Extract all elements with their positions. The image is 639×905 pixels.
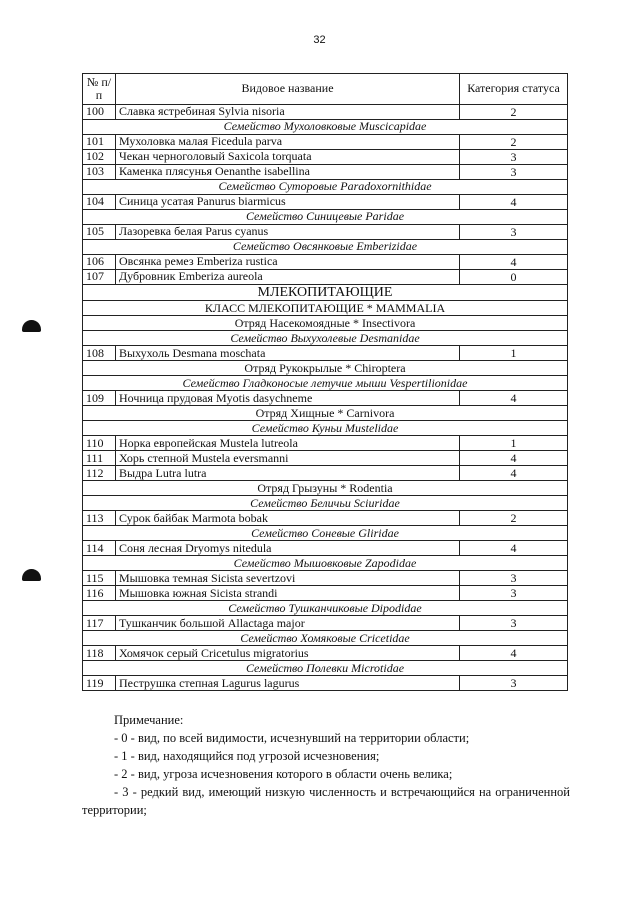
family-heading: Семейство Гладконосые летучие мыши Vespertilionidae [83,376,568,391]
species-name: Синица усатая Panurus biarmicus [116,195,460,210]
table-row [83,451,568,466]
group-row [83,285,568,301]
species-name: Мышовка темная Sicista severtzovi [116,571,460,586]
row-number: 115 [83,571,116,586]
status-category: 4 [460,541,568,556]
punch-hole-top [22,320,41,332]
status-category: 3 [460,676,568,691]
note-item-1: - 1 - вид, находящийся под угрозой исчезновения; [114,749,380,763]
order-row [83,406,568,421]
species-name: Мухоловка малая Ficedula parva [116,135,460,150]
status-category: 4 [460,646,568,661]
table-row [83,541,568,556]
table-row [83,346,568,361]
row-number: 102 [83,150,116,165]
status-category: 3 [460,150,568,165]
species-name: Выдра Lutra lutra [116,466,460,481]
table-row [83,616,568,631]
status-category: 4 [460,466,568,481]
species-name: Чекан черноголовый Saxicola torquata [116,150,460,165]
order-row [83,361,568,376]
family-heading: Семейство Суторовые Paradoxornithidae [83,180,568,195]
row-number: 118 [83,646,116,661]
table-row [83,135,568,150]
table-row [83,105,568,120]
status-category: 3 [460,225,568,240]
family-heading: Семейство Беличьи Sciuridae [83,496,568,511]
family-row [83,496,568,511]
row-number: 105 [83,225,116,240]
status-category: 4 [460,391,568,406]
table-row [83,646,568,661]
status-category: 4 [460,195,568,210]
family-heading: Семейство Овсянковые Emberizidae [83,240,568,255]
status-category: 3 [460,571,568,586]
family-row [83,421,568,436]
table-row [83,511,568,526]
table-row [83,270,568,285]
row-number: 110 [83,436,116,451]
status-category: 0 [460,270,568,285]
family-heading: Семейство Синицевые Paridae [83,210,568,225]
species-name: Тушканчик большой Allactaga major [116,616,460,631]
order-row [83,316,568,331]
row-number: 100 [83,105,116,120]
row-number: 109 [83,391,116,406]
table-row [83,150,568,165]
species-name: Мышовка южная Sicista strandi [116,586,460,601]
family-heading: Семейство Куньи Mustelidae [83,421,568,436]
header-category: Категория статуса [460,74,568,105]
table-body [83,105,568,691]
species-name: Дубровник Emberiza aureola [116,270,460,285]
row-number: 113 [83,511,116,526]
family-heading: Семейство Выхухолевые Desmanidae [83,331,568,346]
order-heading: КЛАСС МЛЕКОПИТАЮЩИЕ * MAMMALIA [83,301,568,316]
row-number: 106 [83,255,116,270]
punch-hole-bottom [22,569,41,581]
table-row [83,436,568,451]
family-heading: Семейство Полевки Microtidae [83,661,568,676]
table-row [83,225,568,240]
row-number: 112 [83,466,116,481]
table-row [83,466,568,481]
species-name: Хомячок серый Cricetulus migratorius [116,646,460,661]
family-row [83,661,568,676]
table-row [83,165,568,180]
species-name: Норка европейская Mustela lutreola [116,436,460,451]
status-category: 2 [460,105,568,120]
note-item-2: - 2 - вид, угроза исчезновения которого в области очень велика; [114,767,453,781]
row-number: 114 [83,541,116,556]
order-heading: Отряд Грызуны * Rodentia [83,481,568,496]
row-number: 107 [83,270,116,285]
species-name: Лазоревка белая Parus cyanus [116,225,460,240]
row-number: 119 [83,676,116,691]
group-heading: МЛЕКОПИТАЮЩИЕ [83,285,568,301]
family-row [83,331,568,346]
row-number: 116 [83,586,116,601]
species-name: Каменка плясунья Oenanthe isabellina [116,165,460,180]
species-name: Выхухоль Desmana moschata [116,346,460,361]
family-row [83,120,568,135]
status-category: 2 [460,511,568,526]
family-row [83,526,568,541]
family-heading: Семейство Соневые Gliridae [83,526,568,541]
order-heading: Отряд Рукокрылые * Chiroptera [83,361,568,376]
row-number: 111 [83,451,116,466]
species-name: Ночница прудовая Myotis dasychneme [116,391,460,406]
status-category: 2 [460,135,568,150]
notes-section [82,711,570,819]
order-row [83,301,568,316]
status-category: 4 [460,451,568,466]
family-row [83,556,568,571]
table-row [83,391,568,406]
table-row [83,676,568,691]
row-number: 117 [83,616,116,631]
family-heading: Семейство Мышовковые Zapodidae [83,556,568,571]
species-name: Славка ястребиная Sylvia nisoria [116,105,460,120]
row-number: 101 [83,135,116,150]
family-row [83,601,568,616]
status-category: 3 [460,586,568,601]
table-header-row [83,74,568,105]
table-row [83,195,568,210]
status-category: 3 [460,165,568,180]
notes-heading: Примечание: [114,713,184,727]
family-row [83,180,568,195]
species-name: Сурок байбак Marmota bobak [116,511,460,526]
family-row [83,631,568,646]
table-row [83,571,568,586]
note-item-3: - 3 - редкий вид, имеющий низкую численность и встречающийся на ограниченной территории; [82,785,570,817]
status-category: 3 [460,616,568,631]
order-row [83,481,568,496]
table-row [83,255,568,270]
header-name: Видовое название [116,74,460,105]
order-heading: Отряд Насекомоядные * Insectivora [83,316,568,331]
status-category: 4 [460,255,568,270]
note-item-0: - 0 - вид, по всей видимости, исчезнувший на территории области; [114,731,470,745]
family-heading: Семейство Мухоловковые Muscicapidae [83,120,568,135]
header-number: № п/п [83,74,116,105]
species-name: Хорь степной Mustela eversmanni [116,451,460,466]
species-name: Овсянка ремез Emberiza rustica [116,255,460,270]
status-category: 1 [460,436,568,451]
family-row [83,240,568,255]
table-row [83,586,568,601]
row-number: 104 [83,195,116,210]
status-category: 1 [460,346,568,361]
family-row [83,376,568,391]
row-number: 103 [83,165,116,180]
species-name: Пеструшка степная Lagurus lagurus [116,676,460,691]
order-heading: Отряд Хищные * Carnivora [83,406,568,421]
family-row [83,210,568,225]
row-number: 108 [83,346,116,361]
family-heading: Семейство Тушканчиковые Dipodidae [83,601,568,616]
family-heading: Семейство Хомяковые Cricetidae [83,631,568,646]
species-name: Соня лесная Dryomys nitedula [116,541,460,556]
page-number: 32 [313,34,326,46]
species-table [82,73,568,691]
